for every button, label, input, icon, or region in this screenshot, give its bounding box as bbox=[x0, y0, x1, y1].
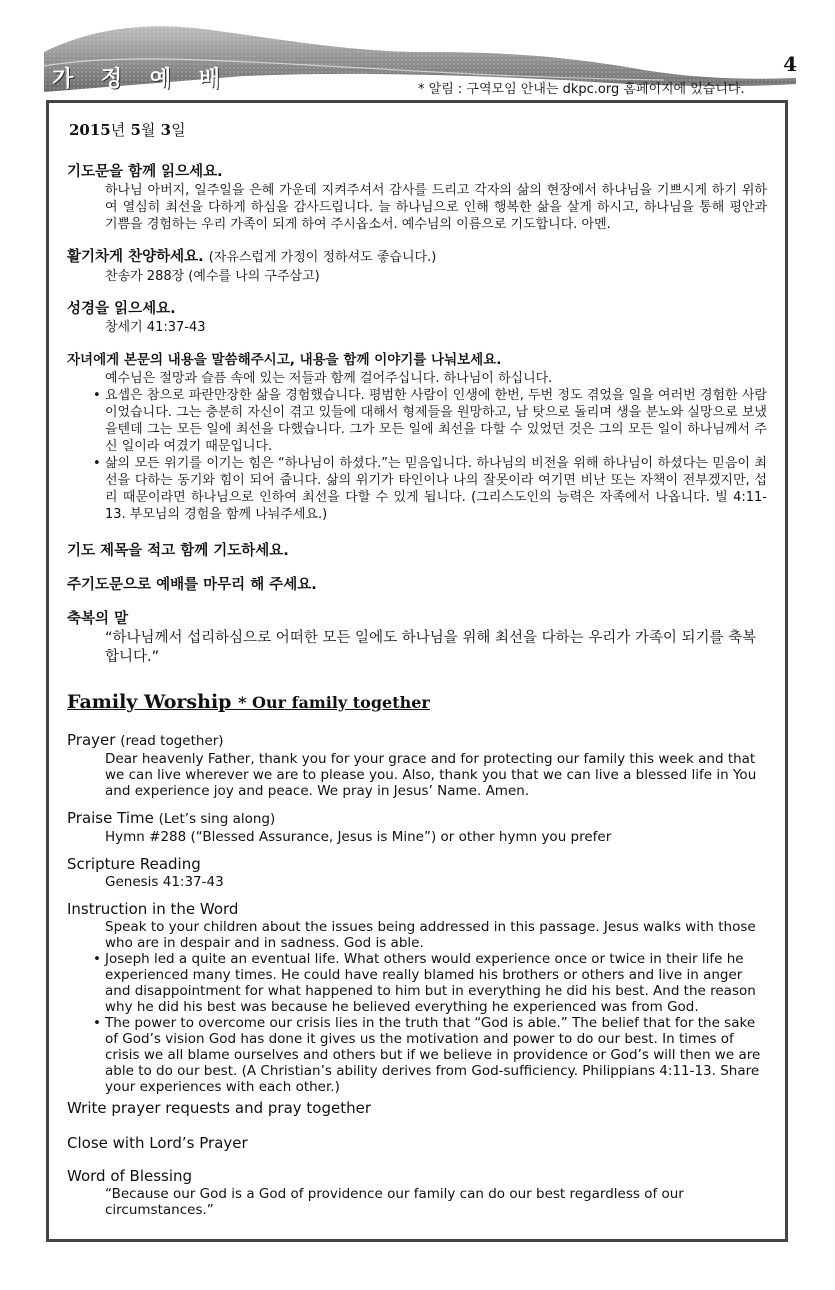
ko-prayer-text: 하나님 아버지, 일주일을 은혜 가운데 지켜주셔서 감사를 드리고 각자의 삶의 현장에서 하나님을 기쁘시게 하기 위하여 열심히 최선을 다하게 하심을 감사드립니다. 늘 하나님으로 인해 행복한 삶을 살게 하시고, 하나님을 통해 평안과 기쁨을 경험하는 우리 가족이 되게 하여 주시옵소서. 예수님의 이름으로 기도합니다. 아멘. bbox=[105, 183, 767, 232]
date-year: 2015 bbox=[69, 121, 111, 139]
en-close-section bbox=[67, 1134, 767, 1153]
en-pray-together-heading: Write prayer requests and pray together bbox=[67, 1099, 371, 1117]
ko-instruction-intro: 예수님은 절망과 슬픔 속에 있는 저들과 함께 걸어주십니다. 하나님이 하십니다. bbox=[105, 371, 553, 386]
en-scripture-section bbox=[67, 855, 767, 890]
list-item: • 삶의 모든 위기를 이기는 힘은 “하나님이 하셨다.”는 믿음입니다. 하나님의 비전을 위해 하나님이 하셨다는 믿음이 최선을 다하는 동기와 힘이 되어 줍니다. 삶의 위기가 타인이나 나의 잘못이라 여기면 비난 또는 자책이 전부겠지만, 섭리 때문이라면 하나님으로 인하여 최선을 다할 수 있게 됩니다. (그리스도인의 능력은 자족에서 나옵니다. 빌 4:11-13. 부모님의 경험을 함께 나눠주세요.) bbox=[93, 455, 767, 523]
header-notice: * 알림 : 구역모임 안내는 dkpc.org 홈페이지에 있습니다. bbox=[418, 82, 745, 97]
en-scripture-heading: Scripture Reading bbox=[67, 855, 201, 873]
ko-scripture-text: 창세기 41:37-43 bbox=[105, 320, 206, 335]
ko-blessing-text: “하나님께서 섭리하심으로 어떠한 모든 일에도 하나님을 위해 최선을 다하는 우리가 가족이 되기를 축복합니다.” bbox=[105, 630, 757, 665]
date-year-unit: 년 bbox=[110, 121, 126, 139]
date-day-unit: 일 bbox=[171, 121, 186, 139]
ko-close-section bbox=[67, 575, 767, 595]
page-number: 4 bbox=[783, 52, 797, 76]
ko-pray-together-section bbox=[67, 541, 767, 561]
en-prayer-text: Dear heavenly Father, thank you for your grace and for protecting our family this week and that we can live wherever we are to please you. Also, thank you that we can live a blessed life in You and experience joy and peace. We pray in Jesus’ Name. Amen. bbox=[105, 751, 757, 799]
ko-scripture-section bbox=[67, 299, 767, 336]
ko-prayer-section bbox=[67, 162, 767, 233]
worship-date bbox=[69, 119, 767, 140]
ko-instruction-heading: 자녀에게 본문의 내용을 말씀해주시고, 내용을 함께 이야기를 나눠보세요. bbox=[67, 352, 502, 368]
en-title-main: Family Worship bbox=[67, 691, 232, 713]
en-praise-heading: Praise Time bbox=[67, 809, 154, 827]
header-title: 가 정 예 배 bbox=[52, 66, 230, 92]
ko-praise-heading: 활기차게 찬양하세요. bbox=[67, 249, 204, 265]
en-praise-section bbox=[67, 809, 767, 845]
en-scripture-text: Genesis 41:37-43 bbox=[105, 874, 224, 890]
ko-instruction-section bbox=[67, 350, 767, 523]
ko-instruction-bullets bbox=[93, 387, 767, 523]
en-title bbox=[67, 691, 767, 713]
en-prayer-section bbox=[67, 731, 767, 799]
worship-content bbox=[67, 119, 767, 1228]
ko-close-heading: 주기도문으로 예배를 마무리 해 주세요. bbox=[67, 577, 317, 593]
en-blessing-text: “Because our God is a God of providence our family can do our best regardless of our circumstances.” bbox=[105, 1186, 684, 1218]
worship-frame bbox=[46, 100, 788, 1242]
date-month: 5 bbox=[130, 121, 141, 139]
en-prayer-note: (read together) bbox=[120, 733, 224, 749]
ko-praise-text: 찬송가 288장 (예수를 나의 구주삼고) bbox=[105, 269, 320, 284]
ko-blessing-section bbox=[67, 609, 767, 667]
ko-scripture-heading: 성경을 읽으세요. bbox=[67, 301, 176, 317]
en-instruction-intro: Speak to your children about the issues being addressed in this passage. Jesus walks with those who are in despair and in sadness. God is able. bbox=[105, 919, 756, 951]
en-title-sub: * Our family together bbox=[238, 693, 430, 712]
date-day: 3 bbox=[160, 121, 172, 139]
en-close-heading: Close with Lord’s Prayer bbox=[67, 1134, 248, 1152]
ko-praise-note: (자유스럽게 가정이 정하셔도 좋습니다.) bbox=[208, 250, 437, 265]
en-instruction-bullets bbox=[93, 951, 767, 1095]
date-month-unit: 월 bbox=[140, 121, 156, 139]
en-praise-text: Hymn #288 (“Blessed Assurance, Jesus is Mine”) or other hymn you prefer bbox=[105, 829, 612, 845]
en-instruction-section bbox=[67, 900, 767, 1095]
en-instruction-heading: Instruction in the Word bbox=[67, 900, 239, 918]
en-blessing-section bbox=[67, 1167, 767, 1218]
en-prayer-heading: Prayer bbox=[67, 731, 116, 749]
ko-pray-together-heading: 기도 제목을 적고 함께 기도하세요. bbox=[67, 543, 289, 559]
ko-prayer-heading: 기도문을 함께 읽으세요. bbox=[67, 164, 223, 180]
en-blessing-heading: Word of Blessing bbox=[67, 1167, 193, 1185]
en-pray-together-section bbox=[67, 1099, 767, 1118]
list-item: • 요셉은 참으로 파란만장한 삶을 경험했습니다. 평범한 사람이 인생에 한번, 두번 정도 겪었을 일을 여러번 경험한 사람이었습니다. 그는 충분히 자신이 겪고 있들에 대해서 형제들을 원망하고, 남 탓으로 돌리며 생을 분노와 실망으로 보냈을텐데 그는 모든 일에 최선을 다했습니다. 그가 모든 일에 최선을 다할 수 있었던 것은 그의 모든 일이 하나님께서 주신 일이라 여겼기 때문입니다. bbox=[93, 387, 767, 455]
en-praise-note: (Let’s sing along) bbox=[158, 811, 276, 827]
ko-praise-section bbox=[67, 247, 767, 285]
list-item: • The power to overcome our crisis lies in the truth that “God is able.” The belief that for the sake of God’s vision God has done it gives us the motivation and power to do our best. In times of crisis we all blame ourselves and others but if we believe in providence or God’s will then we are able to do our best. (A Christian’s ability derives from God-sufficiency. Philippians 4:11-13. Share your experiences with each other.) bbox=[93, 1015, 767, 1095]
list-item: • Joseph led a quite an eventual life. What others would experience once or twice in their life he experienced many times. He could have really blamed his brothers or others and live in anger and disappointment for what happened to him but in everything he did his best. And the reason why he did his best was because he believed everything he experienced was from God. bbox=[93, 951, 767, 1015]
ko-blessing-heading: 축복의 말 bbox=[67, 611, 129, 627]
